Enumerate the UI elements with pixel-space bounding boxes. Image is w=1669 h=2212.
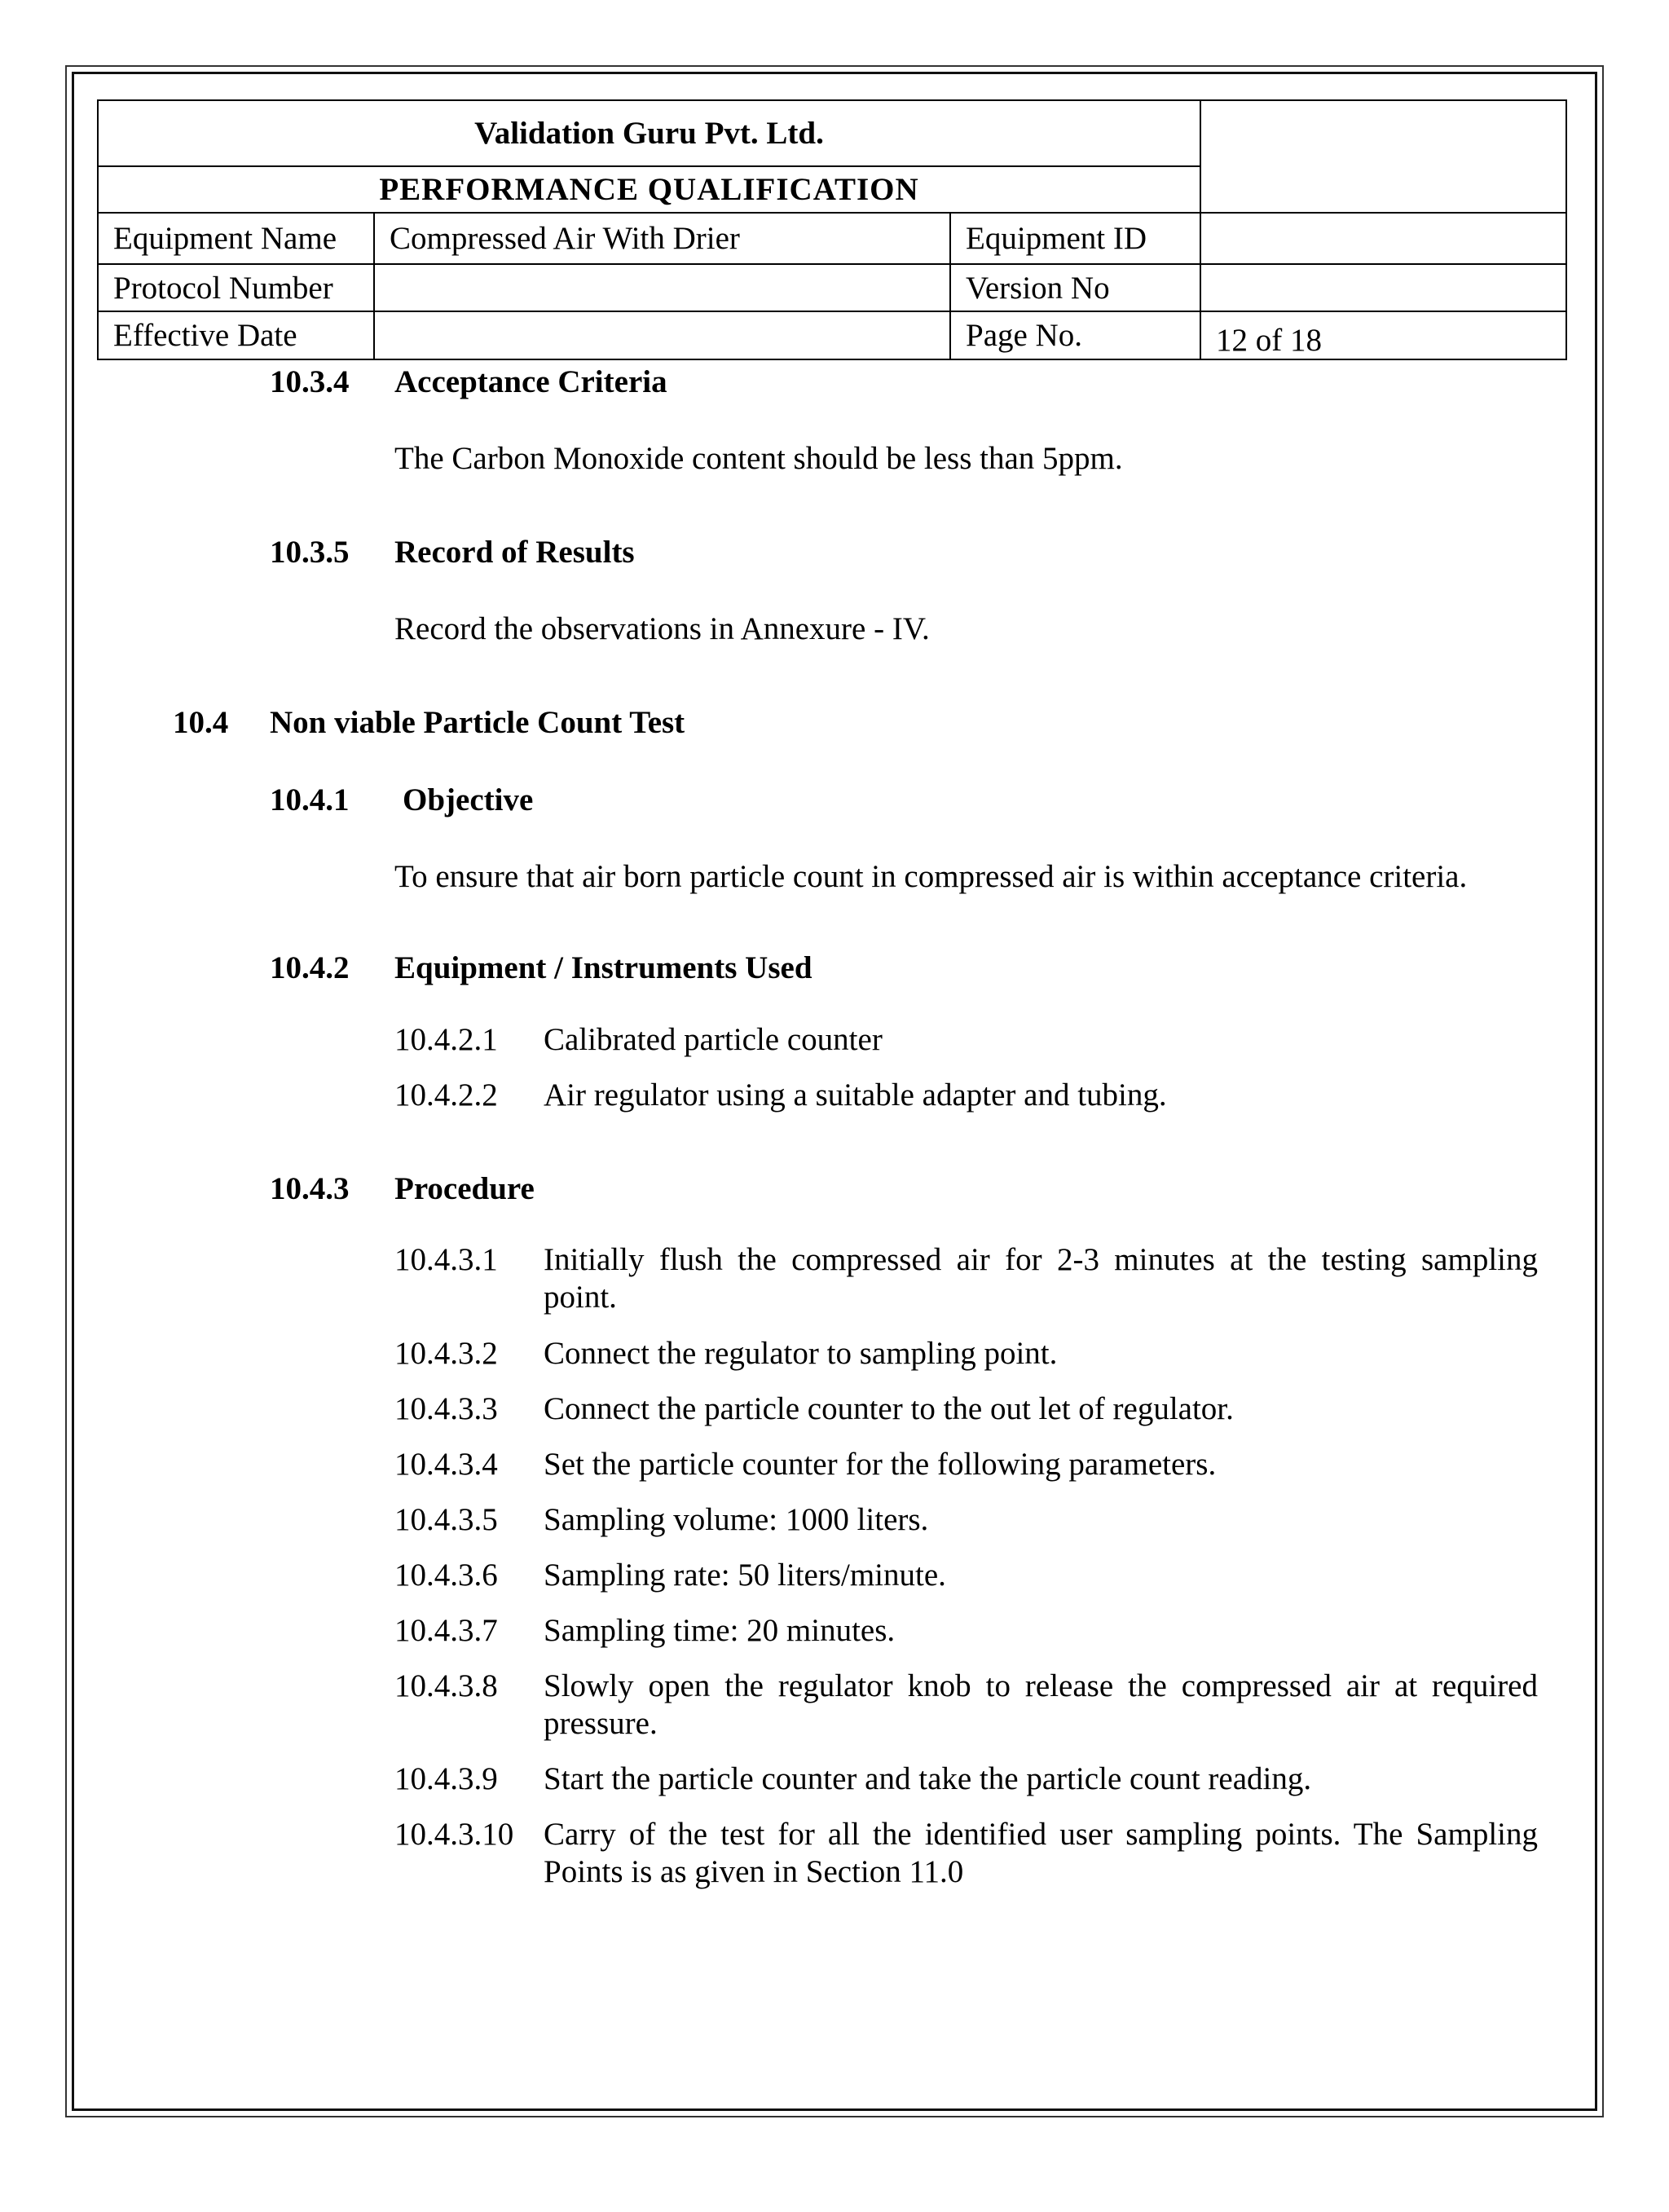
paragraph: To ensure that air born particle count in compressed air is within acceptance criteria. bbox=[394, 859, 1468, 894]
list-item-text: Start the particle counter and take the particle count reading. bbox=[544, 1761, 1312, 1796]
paragraph: The Carbon Monoxide content should be less than 5ppm. bbox=[394, 441, 1123, 476]
protocol-number-label: Protocol Number bbox=[98, 264, 374, 311]
equipment-name-value: Compressed Air With Drier bbox=[374, 213, 950, 264]
company-name: Validation Guru Pvt. Ltd. bbox=[98, 100, 1200, 166]
section-number: 10.3.4 bbox=[270, 364, 350, 399]
section-heading: Procedure bbox=[394, 1171, 535, 1206]
list-item-text: Carry of the test for all the identified user sampling points. The Sampling Points is as given in Section 11.0 bbox=[544, 1817, 1538, 1889]
section-number: 10.4 bbox=[173, 705, 229, 740]
section-number: 10.4.1 bbox=[270, 782, 350, 817]
section-heading: Acceptance Criteria bbox=[394, 364, 667, 399]
page-no-value: 12 of 18 bbox=[1200, 311, 1566, 359]
list-item-number: 10.4.3.6 bbox=[394, 1558, 498, 1593]
list-item-number: 10.4.3.8 bbox=[394, 1668, 498, 1703]
list-item-text: Connect the regulator to sampling point. bbox=[544, 1336, 1058, 1371]
document-type: PERFORMANCE QUALIFICATION bbox=[98, 166, 1200, 213]
list-item-number: 10.4.2.2 bbox=[394, 1077, 498, 1113]
section-number: 10.4.3 bbox=[270, 1171, 350, 1206]
list-item-text: Air regulator using a suitable adapter and tubing. bbox=[544, 1077, 1167, 1113]
list-item-number: 10.4.3.5 bbox=[394, 1502, 498, 1537]
version-no-label: Version No bbox=[950, 264, 1200, 311]
paragraph: Record the observations in Annexure - IV. bbox=[394, 611, 930, 646]
list-item-text: Set the particle counter for the following parameters. bbox=[544, 1447, 1217, 1482]
list-item-number: 10.4.3.7 bbox=[394, 1613, 498, 1648]
list-item-text: Calibrated particle counter bbox=[544, 1022, 883, 1057]
section-heading: Record of Results bbox=[394, 535, 635, 570]
list-item-text: Sampling volume: 1000 liters. bbox=[544, 1502, 929, 1537]
list-item-text: Connect the particle counter to the out let of regulator. bbox=[544, 1391, 1234, 1426]
list-item-number: 10.4.3.9 bbox=[394, 1761, 498, 1796]
section-heading: Non viable Particle Count Test bbox=[270, 705, 685, 740]
section-number: 10.4.2 bbox=[270, 950, 350, 985]
list-item-number: 10.4.2.1 bbox=[394, 1022, 498, 1057]
list-item-text: Sampling time: 20 minutes. bbox=[544, 1613, 896, 1648]
effective-date-label: Effective Date bbox=[98, 311, 374, 359]
section-heading: Equipment / Instruments Used bbox=[394, 950, 812, 985]
list-item-number: 10.4.3.4 bbox=[394, 1447, 498, 1482]
list-item-text: Sampling rate: 50 liters/minute. bbox=[544, 1558, 946, 1593]
section-heading: Objective bbox=[403, 782, 534, 817]
section-number: 10.3.5 bbox=[270, 535, 350, 570]
list-item-text: Slowly open the regulator knob to release the compressed air at required pressure. bbox=[544, 1668, 1538, 1741]
list-item-text: Initially flush the compressed air for 2-3 minutes at the testing sampling point. bbox=[544, 1242, 1538, 1315]
equipment-id-label: Equipment ID bbox=[950, 213, 1200, 264]
list-item-number: 10.4.3.2 bbox=[394, 1336, 498, 1371]
list-item-number: 10.4.3.10 bbox=[394, 1817, 514, 1852]
list-item-number: 10.4.3.1 bbox=[394, 1242, 498, 1277]
list-item-number: 10.4.3.3 bbox=[394, 1391, 498, 1426]
page-no-label: Page No. bbox=[950, 311, 1200, 359]
equipment-name-label: Equipment Name bbox=[98, 213, 374, 264]
